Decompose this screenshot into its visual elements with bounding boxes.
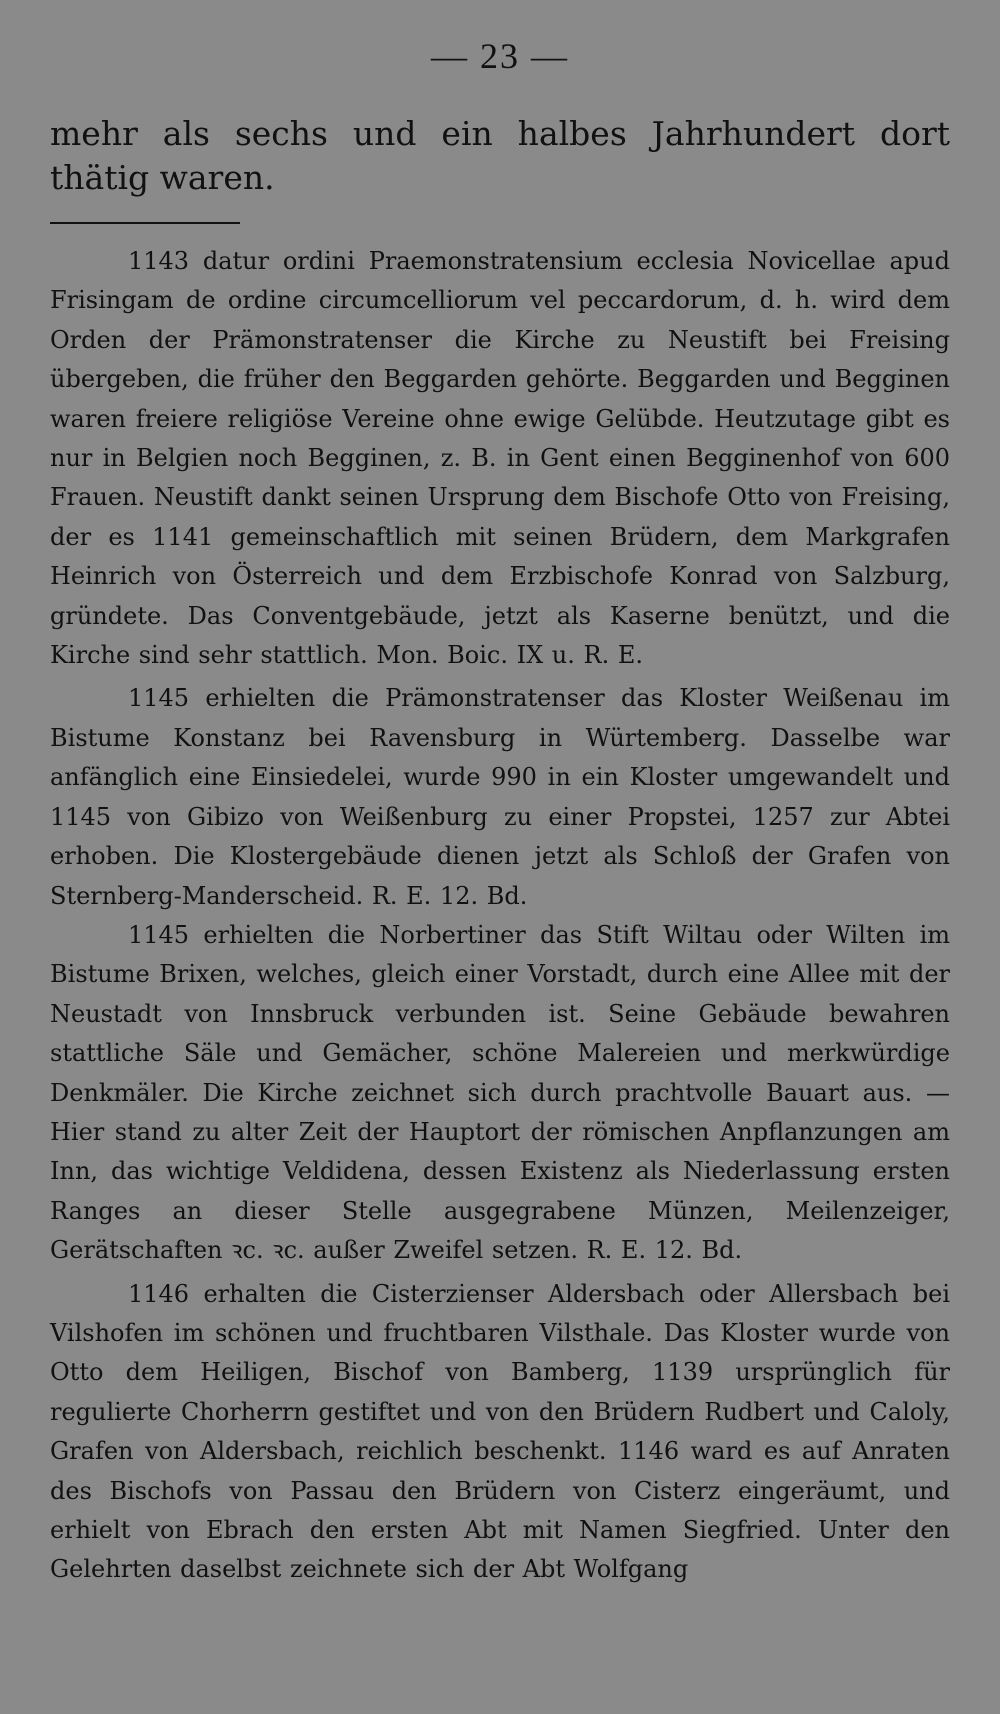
footnote-rule (50, 222, 240, 224)
page-content (50, 112, 950, 1590)
page-number: — 23 — (431, 36, 569, 76)
paragraph-1146-aldersbach: 1146 erhalten die Cisterzienser Aldersbach oder Allersbach bei Vilshofen im schönen und fruchtbaren Vilsthale. Das Kloster wurde von Otto dem Heiligen, Bischof von Bamberg, 1139 ursprünglich für regulierte Chorherrn gestiftet und von den Brüdern Rudbert und Caloly, Grafen von Aldersbach, reichlich beschenkt. 1146 ward es auf Anraten des Bischofs von Passau den Brüdern von Cisterz eingeräumt, und erhielt von Ebrach den ersten Abt mit Namen Siegfried. Unter den Gelehrten daselbst zeichnete sich der Abt Wolfgang (50, 1279, 950, 1584)
carry-over-text: mehr als sechs und ein halbes Jahrhundert dort thätig waren. (50, 114, 950, 197)
paragraph-1143: 1143 datur ordini Praemonstratensium ecclesia Novicellae apud Frisingam de ordine circumcelliorum vel peccardorum, d. h. wird dem Orden der Prämonstratenser die Kirche zu Neustift bei Freising übergeben, die früher den Beggarden gehörte. Beggarden und Begginen waren freiere religiöse Vereine ohne ewige Gelübde. Heutzutage gibt es nur in Belgien noch Begginen, z. B. in Gent einen Begginenhof von 600 Frauen. Neustift dankt seinen Ursprung dem Bischofe Otto von Freising, der es 1141 gemeinschaftlich mit seinen Brüdern, dem Markgrafen Heinrich von Österreich und dem Erzbischofe Konrad von Salzburg, gründete. Das Conventgebäude, jetzt als Kaserne benützt, und die Kirche sind sehr stattlich. Mon. Boic. IX u. R. E. (50, 247, 950, 670)
paragraph-1145-wilten: 1145 erhielten die Norbertiner das Stift Wiltau oder Wilten im Bistume Brixen, welches, gleich einer Vorstadt, durch eine Allee mit der Neustadt von Innsbruck verbunden ist. Seine Gebäude bewahren stattliche Säle und Gemächer, schöne Malereien und merkwürdige Denkmäler. Die Kirche zeichnet sich durch prachtvolle Bauart aus. — Hier stand zu alter Zeit der Hauptort der römischen Anpflanzungen am Inn, das wichtige Veldidena, dessen Existenz als Niederlassung ersten Ranges an dieser Stelle ausgegrabene Münzen, Meilenzeiger, Gerätschaften ꝛc. ꝛc. außer Zweifel setzen. R. E. 12. Bd. (50, 920, 950, 1265)
paragraph-1145-weissenau: 1145 erhielten die Prämonstratenser das Kloster Weißenau im Bistume Konstanz bei Ravensburg in Würtemberg. Dasselbe war anfänglich eine Einsiedelei, wurde 990 in ein Kloster umgewandelt und 1145 von Gibizo von Weißenburg zu einer Propstei, 1257 zur Abtei erhoben. Die Klostergebäude dienen jetzt als Schloß der Grafen von Sternberg-Manderscheid. R. E. 12. Bd. (50, 684, 950, 910)
